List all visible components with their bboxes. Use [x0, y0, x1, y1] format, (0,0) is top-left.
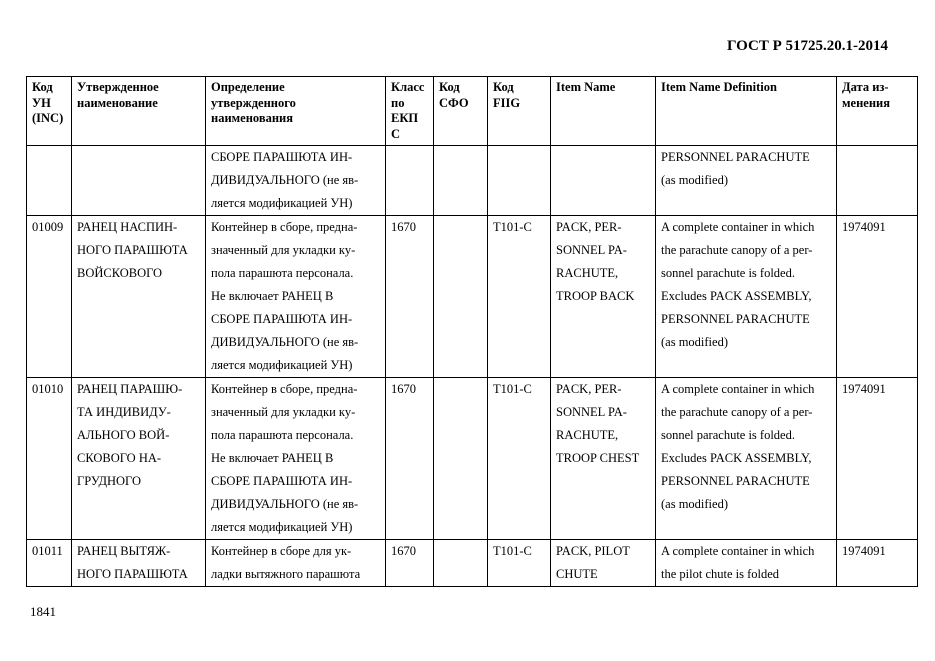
cell-text-line: пола парашюта персонала.	[211, 266, 354, 280]
header-line: Item Name Definition	[661, 80, 777, 94]
page-number: 1841	[30, 604, 56, 619]
cell-change-date: 1974091	[837, 540, 918, 587]
header-inc	[27, 77, 72, 146]
header-line: менения	[842, 95, 890, 110]
header-line: Дата из-	[842, 80, 889, 94]
cell-text-line: ляется модификацией УН)	[211, 196, 353, 210]
cell-text-line: CHUTE	[556, 567, 598, 581]
cell-text-line: PACK, PER-	[556, 382, 622, 396]
header-definition	[206, 77, 386, 146]
cell-text-line: the parachute canopy of a per-	[661, 243, 813, 257]
cell-text-line: (as modified)	[661, 173, 728, 187]
cell-fiig: T101-C	[488, 378, 551, 540]
cell-definition	[206, 540, 386, 587]
cell-fiig: T101-C	[488, 540, 551, 587]
cell-text-line: пола парашюта персонала.	[211, 428, 354, 442]
cell-approved-name	[72, 146, 206, 216]
cell-text-line: Контейнер в сборе, предна-	[211, 220, 358, 234]
cell-item-name-definition	[656, 216, 837, 378]
cell-text-line: PERSONNEL PARACHUTE	[661, 312, 810, 326]
table-row	[27, 540, 918, 587]
cell-item-name	[551, 146, 656, 216]
header-line: СФО	[439, 95, 469, 110]
cell-text-line: RACHUTE,	[556, 266, 619, 280]
header-line: ЕКП	[391, 111, 419, 125]
cell-text-line: A complete container in which	[661, 382, 815, 396]
cell-fiig: T101-C	[488, 216, 551, 378]
header-line: Класс	[391, 80, 425, 94]
cell-text-line: (as modified)	[661, 335, 728, 349]
cell-text-line: Excludes PACK ASSEMBLY,	[661, 289, 812, 303]
table-row	[27, 216, 918, 378]
cell-text-line: the pilot chute is folded	[661, 567, 780, 581]
cell-item-name	[551, 216, 656, 378]
cell-text-line: РАНЕЦ ПАРАШЮ-	[77, 382, 183, 396]
header-line: УН	[32, 95, 51, 110]
header-change-date	[837, 77, 918, 146]
cell-text-line: Контейнер в сборе для ук-	[211, 544, 352, 558]
table-row	[27, 378, 918, 540]
cell-text-line: НОГО ПАРАШЮТА	[77, 243, 188, 257]
cell-sfo	[434, 378, 488, 540]
cell-text-line: PACK, PILOT	[556, 544, 630, 558]
cell-text-line: значенный для укладки ку-	[211, 405, 356, 419]
cell-inc: 01010	[27, 378, 72, 540]
cell-text-line: PACK, PER-	[556, 220, 622, 234]
cell-text-line: ВОЙСКОВОГО	[77, 266, 163, 280]
cell-approved-name	[72, 540, 206, 587]
cell-text-line: Excludes PACK ASSEMBLY,	[661, 451, 812, 465]
cell-ekp-class: 1670	[386, 378, 434, 540]
cell-text-line: RACHUTE,	[556, 428, 619, 442]
cell-text-line: sonnel parachute is folded.	[661, 428, 795, 442]
header-fiig	[488, 77, 551, 146]
nomenclature-table	[26, 76, 918, 587]
header-approved-name	[72, 77, 206, 146]
cell-text-line: PERSONNEL PARACHUTE	[661, 474, 810, 488]
cell-text-line: СКОВОГО НА-	[77, 451, 162, 465]
cell-text-line: PERSONNEL PARACHUTE	[661, 150, 810, 164]
cell-fiig	[488, 146, 551, 216]
cell-text-line: Контейнер в сборе, предна-	[211, 382, 358, 396]
cell-text-line: АЛЬНОГО ВОЙ-	[77, 428, 170, 442]
header-line: Определение	[211, 80, 285, 94]
cell-ekp-class: 1670	[386, 540, 434, 587]
header-sfo	[434, 77, 488, 146]
cell-text-line: ГРУДНОГО	[77, 474, 141, 488]
header-line: Код	[439, 80, 460, 94]
cell-item-name	[551, 378, 656, 540]
cell-change-date: 1974091	[837, 378, 918, 540]
header-line: наименование	[77, 95, 158, 110]
cell-sfo	[434, 146, 488, 216]
table-header-row	[27, 77, 918, 146]
header-line: Item Name	[556, 80, 616, 94]
header-item-name	[551, 77, 656, 146]
cell-sfo	[434, 540, 488, 587]
cell-text-line: ляется модификацией УН)	[211, 358, 353, 372]
cell-inc	[27, 146, 72, 216]
cell-text-line: Не включает РАНЕЦ В	[211, 451, 334, 465]
header-line: утвержденного	[211, 95, 296, 110]
header-line: (INC)	[32, 111, 64, 125]
cell-definition	[206, 216, 386, 378]
cell-approved-name	[72, 216, 206, 378]
cell-text-line: ладки вытяжного парашюта	[211, 567, 361, 581]
cell-inc: 01009	[27, 216, 72, 378]
cell-text-line: СБОРЕ ПАРАШЮТА ИН-	[211, 474, 353, 488]
cell-text-line: СБОРЕ ПАРАШЮТА ИН-	[211, 150, 353, 164]
cell-text-line: TROOP CHEST	[556, 451, 640, 465]
cell-text-line: ДИВИДУАЛЬНОГО (не яв-	[211, 497, 359, 511]
cell-text-line: ДИВИДУАЛЬНОГО (не яв-	[211, 173, 359, 187]
cell-text-line: РАНЕЦ ВЫТЯЖ-	[77, 544, 171, 558]
header-item-name-definition	[656, 77, 837, 146]
cell-text-line: ляется модификацией УН)	[211, 520, 353, 534]
header-line: по	[391, 95, 405, 110]
header-line: Код	[493, 80, 514, 94]
cell-definition	[206, 378, 386, 540]
standard-title: ГОСТ Р 51725.20.1-2014	[726, 38, 888, 54]
cell-text-line: sonnel parachute is folded.	[661, 266, 795, 280]
cell-definition	[206, 146, 386, 216]
header-line: FIIG	[493, 95, 521, 110]
cell-inc: 01011	[27, 540, 72, 587]
cell-text-line: НОГО ПАРАШЮТА	[77, 567, 188, 581]
cell-approved-name	[72, 378, 206, 540]
table-row	[27, 146, 918, 216]
cell-text-line: СБОРЕ ПАРАШЮТА ИН-	[211, 312, 353, 326]
header-line: Утвержденное	[77, 80, 159, 94]
cell-change-date: 1974091	[837, 216, 918, 378]
cell-text-line: ТА ИНДИВИДУ-	[77, 405, 171, 419]
cell-text-line: A complete container in which	[661, 220, 815, 234]
header-line: наименования	[211, 111, 294, 125]
cell-text-line: SONNEL PA-	[556, 243, 627, 257]
cell-text-line: ДИВИДУАЛЬНОГО (не яв-	[211, 335, 359, 349]
header-line: С	[391, 126, 401, 141]
cell-item-name-definition	[656, 378, 837, 540]
cell-text-line: the parachute canopy of a per-	[661, 405, 813, 419]
cell-item-name-definition	[656, 540, 837, 587]
cell-text-line: значенный для укладки ку-	[211, 243, 356, 257]
cell-sfo	[434, 216, 488, 378]
cell-text-line: A complete container in which	[661, 544, 815, 558]
cell-text-line: TROOP BACK	[556, 289, 635, 303]
cell-text-line: РАНЕЦ НАСПИН-	[77, 220, 178, 234]
cell-change-date	[837, 146, 918, 216]
cell-ekp-class	[386, 146, 434, 216]
cell-ekp-class: 1670	[386, 216, 434, 378]
cell-text-line: SONNEL PA-	[556, 405, 627, 419]
cell-item-name-definition	[656, 146, 837, 216]
cell-text-line: (as modified)	[661, 497, 728, 511]
cell-item-name	[551, 540, 656, 587]
header-line: Код	[32, 80, 53, 94]
header-ekp-class	[386, 77, 434, 146]
cell-text-line: Не включает РАНЕЦ В	[211, 289, 334, 303]
